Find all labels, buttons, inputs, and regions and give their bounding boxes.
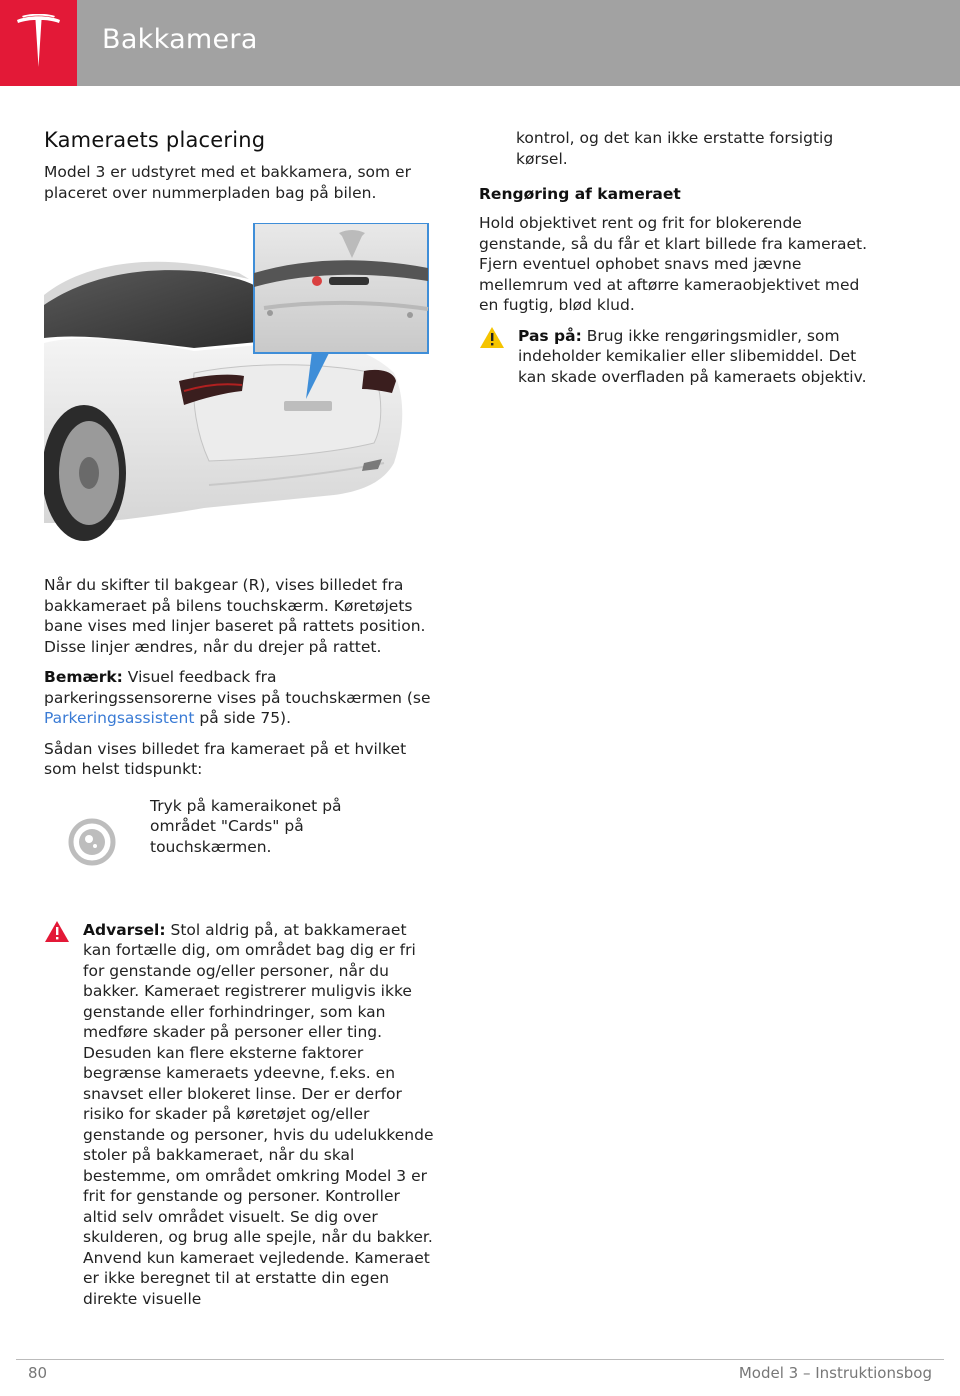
tesla-logo-icon bbox=[14, 14, 63, 72]
page-number: 80 bbox=[28, 1364, 48, 1382]
caution-body: Brug ikke rengøringsmidler, som indeholder kemikalier eller slibemiddel. Det kan skade overfladen på kameraets objektiv. bbox=[518, 326, 867, 386]
car-rear-camera-illustration bbox=[44, 223, 438, 553]
footer-title: Model 3 – Instruktionsbog bbox=[738, 1364, 932, 1382]
warning-text bbox=[83, 920, 438, 1310]
warning-continuation: kontrol, og det kan ikke erstatte forsigtig kørsel. bbox=[516, 129, 834, 168]
camera-icon bbox=[68, 818, 116, 866]
cleaning-subheading: Rengøring af kameraet bbox=[479, 185, 681, 203]
caution-triangle-icon bbox=[479, 326, 505, 349]
camera-icon-instruction bbox=[44, 794, 438, 914]
note-text-after: på side 75). bbox=[194, 709, 292, 727]
brand-logo-box bbox=[0, 0, 77, 86]
note-label: Bemærk: bbox=[44, 668, 123, 686]
warning-body: Stol aldrig på, at bakkameraet kan fortælle dig, om området bag dig er fri for genstande og/eller personer, når du bakker. Kameraet registrerer muligvis ikke genstande eller forhindringer, som kan medføre skader på personer eller ting. Desuden kan flere eksterne faktorer begrænse kameraets ydeevne, f.eks. en snavset eller blokeret linse. Der er derfor risiko for skader på køretøjet og/eller genstande og personer, hvis du udelukkende stoler på bakkameraet, når du skal bestemme, om området omkring Model 3 er frit for genstande og personer. Kontroller altid selv området visuelt. Se dig over skulderen, og brug alle spejle, når du bakker. Anvend kun kameraet vejledende. Kameraet er ikke beregnet til at erstatte din egen direkte visuelle bbox=[83, 920, 434, 1308]
left-column bbox=[44, 128, 438, 1309]
camera-icon-text: Tryk på kameraikonet på området "Cards" på touchskærmen. bbox=[150, 796, 342, 856]
caution-text bbox=[518, 326, 871, 388]
intro-paragraph: Model 3 er udstyret med et bakkamera, som er placeret over nummerpladen bag på bilen. bbox=[44, 163, 411, 202]
note-paragraph bbox=[44, 667, 438, 729]
reverse-gear-paragraph: Når du skifter til bakgear (R), vises billedet fra bakkameraet på bilens touchskærm. Køretøjets bane vises med linjer baseret på rattets position. Disse linjer ændres, når du drejer på rattet. bbox=[44, 576, 426, 656]
caution-label: Pas på: bbox=[518, 326, 582, 345]
section-heading: Kameraets placering bbox=[44, 128, 266, 152]
warning-triangle-icon bbox=[44, 920, 70, 943]
camera-anytime-paragraph: Sådan vises billedet fra kameraet på et hvilket som helst tidspunkt: bbox=[44, 739, 407, 778]
cleaning-paragraph: Hold objektivet rent og frit for blokerende genstande, så du får et klart billede fra kameraet. Fjern eventuel ophobet snavs med jævne mellemrum ved at aftørre kameraobjektivet med en fugtig, blød klud. bbox=[479, 214, 868, 314]
car-rear-illustration bbox=[44, 223, 438, 553]
page-header bbox=[0, 0, 960, 86]
footer-divider bbox=[16, 1359, 944, 1360]
right-column bbox=[479, 128, 871, 387]
warning-block bbox=[44, 920, 438, 1310]
parking-assist-link[interactable]: Parkeringsassistent bbox=[44, 709, 195, 727]
note-text-before: Visuel feedback fra parkeringssensorerne vises på touchskærmen (se bbox=[44, 668, 431, 707]
page-title: Bakkamera bbox=[102, 24, 258, 55]
caution-block bbox=[479, 326, 871, 388]
warning-label: Advarsel: bbox=[83, 920, 166, 939]
